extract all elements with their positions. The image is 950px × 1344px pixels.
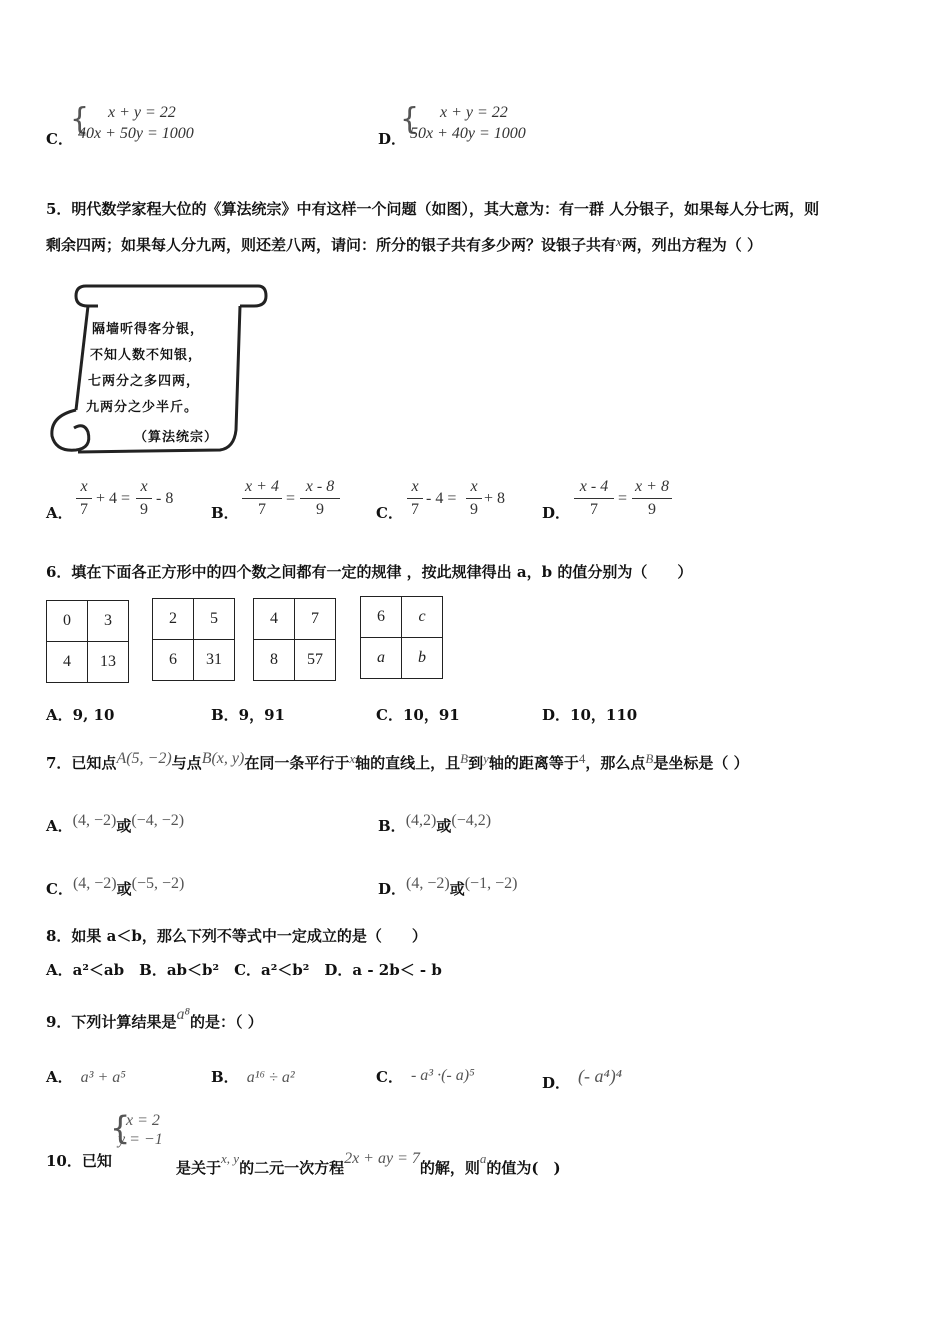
q6-grid-1-cell: 13	[88, 642, 129, 683]
q5-option-d-label: D．	[542, 504, 571, 522]
q5-option-a-tail: - 8	[156, 490, 174, 507]
q6-grid-3-cell: 7	[295, 599, 336, 640]
scroll-line-1: 隔墙听得客分银，	[92, 322, 205, 337]
q6-grid-3-cell: 57	[295, 640, 336, 681]
q6-grid-4-cell: c	[402, 597, 443, 638]
q5-option-c-tail: + 8	[484, 490, 506, 507]
q5-option-d-frac2: x + 8 9	[632, 478, 672, 519]
q4-option-d-brace: {	[400, 102, 420, 137]
q9-option-c: C． - a³ ·(- a)⁵	[376, 1067, 475, 1086]
q6-grid-4-cell: a	[361, 638, 402, 679]
q6-option-a: A．9, 10	[46, 706, 115, 724]
q6-grid-2-cell: 6	[153, 640, 194, 681]
suanfa-tongzong-scroll-image	[48, 280, 268, 458]
q5-option-a-label: A．	[46, 504, 73, 522]
scroll-line-3: 七两分之多四两，	[88, 374, 201, 389]
q6-option-d: D．10，110	[542, 706, 638, 724]
q5-option-c-frac1: x 7	[407, 478, 423, 519]
q8-options: A．a²＜ab B．ab＜b² C．a²＜b² D．a - 2b＜ - b	[46, 961, 442, 979]
q7-option-b: B．(4,2)或(−4,2)	[378, 812, 492, 835]
q5-option-a-op: + 4 =	[96, 490, 131, 507]
q6-grid-4	[360, 596, 443, 679]
q6-grid-1-cell: 3	[88, 601, 129, 642]
q6-grid-4-cell: b	[402, 638, 443, 679]
q6-grid-3-cell: 8	[254, 640, 295, 681]
q10-system-eq1: x = 2	[126, 1112, 160, 1129]
q9-option-d: D． (- a⁴)⁴	[542, 1066, 623, 1092]
q6-option-b: B．9，91	[211, 706, 285, 724]
q10-system-brace: {	[110, 1109, 131, 1147]
scroll-line-4: 九两分之少半斤。	[86, 400, 199, 415]
q4-option-c-eq2: 40x + 50y = 1000	[78, 125, 194, 142]
q6-grid-1	[46, 600, 129, 683]
q4-option-d-eq2: 50x + 40y = 1000	[410, 125, 526, 142]
q6-text: 6．填在下面各正方形中的四个数之间都有一定的规律 ，按此规律得出 a，b 的值分别为（ ）	[46, 563, 693, 581]
q7-option-d: D．(4, −2)或(−1, −2)	[378, 875, 518, 898]
q5-option-d-op: =	[618, 490, 628, 507]
q5-text-line2: 剩余四两；如果每人分九两，则还差八两，请问：所分的银子共有多少两？设银子共有x两，列出方程为（ ）	[46, 234, 763, 254]
q6-grid-2	[152, 598, 235, 681]
q5-option-b-label: B．	[211, 504, 239, 522]
q10-prefix: 10．已知	[46, 1152, 112, 1170]
q4-option-c-brace: {	[70, 102, 90, 137]
q4-option-d-eq1: x + y = 22	[440, 104, 508, 121]
q5-option-b-frac1: x + 4 7	[242, 478, 282, 519]
q9-text: 9．下列计算结果是a⁸的是：（ ）	[46, 1006, 263, 1031]
q5-text-line1: 5．明代数学家程大位的《算法统宗》中有这样一个问题（如图），其大意为：有一群 人分银子，如果每人分七两，则	[46, 200, 820, 218]
q6-grid-1-cell: 4	[47, 642, 88, 683]
q5-option-c-label: C．	[376, 504, 403, 522]
q6-grid-4-cell: 6	[361, 597, 402, 638]
q7-text: 7．已知点A(5, −2)与点B(x, y)在同一条平行于x轴的直线上，且B到y轴的距离等于4，那么点B是坐标是（ ）	[46, 750, 749, 772]
q6-grid-2-cell: 5	[194, 599, 235, 640]
q6-grid-3	[253, 598, 336, 681]
q10-text: 是关于x, y的二元一次方程2x + ay = 7的解，则a的值为( )	[176, 1150, 561, 1177]
q5-option-b-op: =	[286, 490, 296, 507]
q9-option-a: A． a³ + a⁵	[46, 1068, 126, 1086]
q5-option-d-frac1: x - 4 7	[574, 478, 614, 519]
scroll-line-5: （算法统宗）	[134, 430, 219, 445]
q4-option-c-eq1: x + y = 22	[108, 104, 176, 121]
q6-grid-3-cell: 4	[254, 599, 295, 640]
q4-option-c-label: C．	[46, 130, 73, 148]
q7-option-c: C．(4, −2)或(−5, −2)	[46, 875, 185, 898]
q5-option-a-frac1: x 7	[76, 478, 92, 519]
q9-option-b: B． a¹⁶ ÷ a²	[211, 1068, 295, 1086]
q10-system-eq2: y = −1	[118, 1131, 163, 1148]
q5-option-c-frac2: x 9	[466, 478, 482, 519]
q5-option-a-frac2: x 9	[136, 478, 152, 519]
q5-option-b-frac2: x - 8 9	[300, 478, 340, 519]
scroll-line-2: 不知人数不知银，	[90, 348, 203, 363]
q4-option-d-label: D．	[378, 130, 407, 148]
q6-grid-1-cell: 0	[47, 601, 88, 642]
q6-grid-2-cell: 31	[194, 640, 235, 681]
q6-option-c: C．10，91	[376, 706, 460, 724]
q7-option-a: A．(4, −2)或(−4, −2)	[46, 812, 185, 835]
q5-option-c-op: - 4 =	[426, 490, 457, 507]
q6-grid-2-cell: 2	[153, 599, 194, 640]
q8-text: 8．如果 a＜b，那么下列不等式中一定成立的是（ ）	[46, 927, 427, 945]
